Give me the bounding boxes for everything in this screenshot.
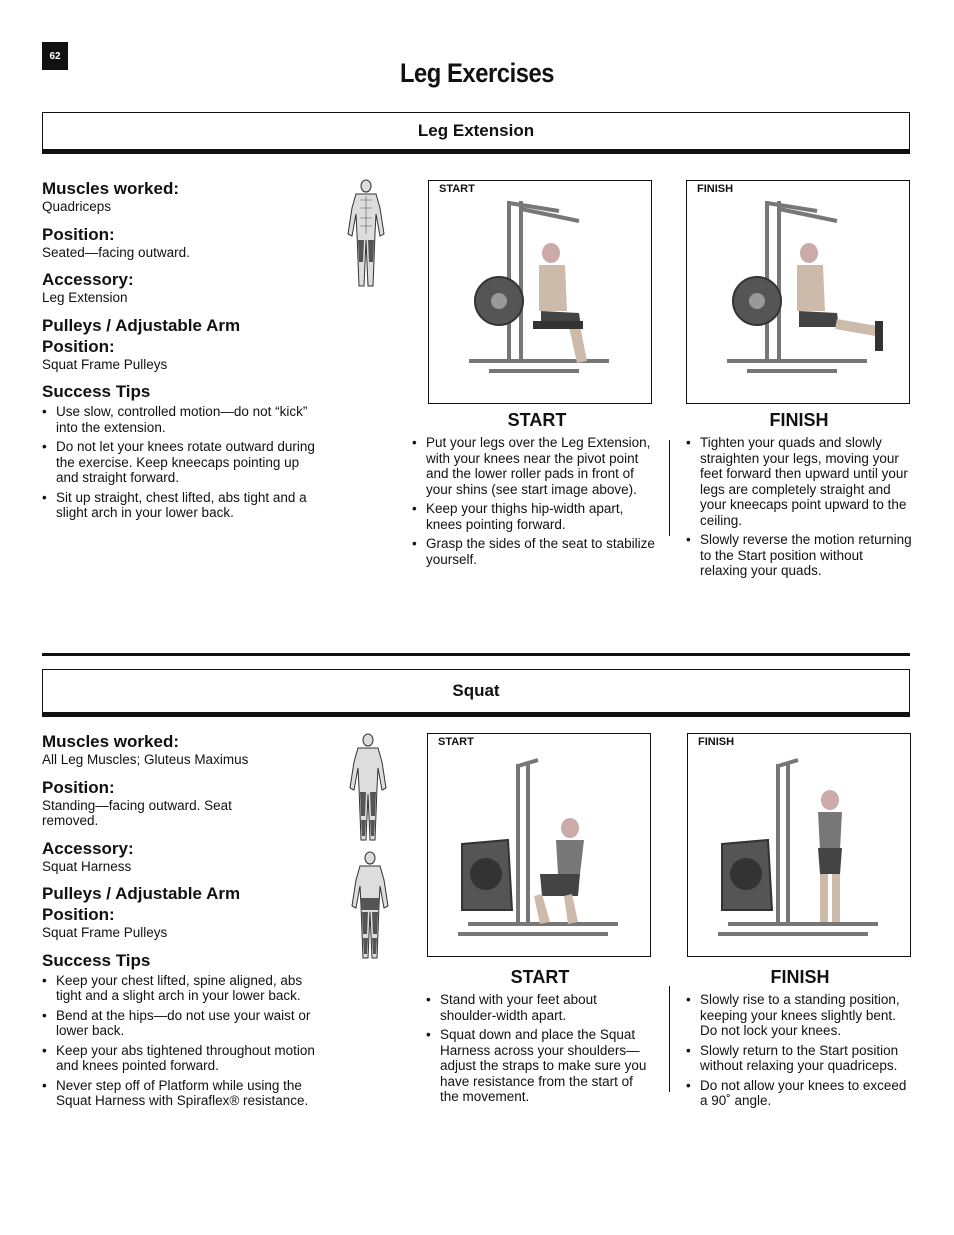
accessory-heading: Accessory:: [42, 838, 134, 858]
muscle-diagram-front-icon: [340, 732, 396, 844]
start-list: [426, 992, 654, 1105]
section-header-squat: Squat: [42, 669, 910, 717]
list-item: • Keep your abs tightened throughout motion and knees pointed forward.: [42, 1043, 317, 1074]
pulleys-heading: Pulleys / Adjustable Arm Position:: [42, 315, 241, 356]
tips-heading: Success Tips: [42, 950, 151, 970]
muscle-diagram-back-icon: [342, 850, 398, 962]
leg-extension-start-steps: [412, 410, 662, 571]
position-value: Standing—facing outward. Seat removed.: [42, 797, 232, 828]
list-item: • Do not allow your knees to exceed a 90˚ angle.: [686, 1078, 914, 1109]
list-item: • Keep your chest lifted, spine aligned, abs tight and a slight arch in your lower back.: [42, 973, 317, 1004]
list-item: • Stand with your feet about shoulder-width apart.: [426, 992, 654, 1023]
finish-heading: FINISH: [770, 967, 830, 987]
position-heading: Position:: [42, 777, 115, 797]
squat-finish-photo: [687, 733, 911, 957]
accessory-value: Squat Harness: [42, 858, 132, 874]
gym-machine-icon: [688, 734, 911, 957]
tips-list: [42, 973, 317, 1109]
list-item: • Put your legs over the Leg Extension, with your knees near the pivot point and the lower roller pads in front of your shins (see start image above).: [412, 435, 662, 497]
squat-finish-steps: [686, 967, 914, 1113]
squat-start-steps: [426, 967, 654, 1109]
position-heading: Position:: [42, 224, 115, 244]
section-header-leg-extension: Leg Extension: [42, 112, 910, 154]
muscle-diagram-front-icon: [338, 178, 394, 290]
list-item: • Slowly return to the Start position without relaxing your quadriceps.: [686, 1043, 914, 1074]
start-tag: START: [438, 736, 474, 748]
position-value: Seated—facing outward.: [42, 244, 190, 260]
list-item: • Tighten your quads and slowly straighten your legs, moving your feet forward then upward until your legs are completely straight and your kneecaps point upward to the ceiling.: [686, 435, 912, 528]
list-item: • Use slow, controlled motion—do not “kick” into the extension.: [42, 404, 317, 435]
finish-tag: FINISH: [698, 736, 735, 748]
accessory-value: Leg Extension: [42, 290, 128, 305]
finish-heading: FINISH: [769, 410, 829, 430]
tips-heading: Success Tips: [42, 382, 151, 401]
muscles-value: Quadriceps: [42, 199, 112, 214]
leg-extension-finish-steps: [686, 410, 912, 583]
muscles-heading: Muscles worked:: [42, 179, 179, 198]
gym-machine-icon: [428, 734, 651, 957]
muscles-value: All Leg Muscles; Gluteus Maximus: [42, 752, 249, 767]
muscles-heading: Muscles worked:: [42, 732, 179, 751]
accessory-heading: Accessory:: [42, 270, 134, 289]
start-heading: START: [510, 967, 570, 987]
list-item: • Grasp the sides of the seat to stabilize yourself.: [412, 536, 662, 567]
section-divider: [42, 653, 910, 656]
list-item: • Squat down and place the Squat Harness across your shoulders— adjust the straps to make sure you have resistance from the start of the movement.: [426, 1027, 654, 1105]
finish-list: [686, 992, 914, 1109]
squat-info: [42, 731, 317, 1113]
pulleys-value: Squat Frame Pulleys: [42, 356, 168, 372]
leg-extension-info: [42, 178, 317, 525]
list-item: • Never step off of Platform while using the Squat Harness with Spiraflex® resistance.: [42, 1078, 317, 1109]
start-tag: START: [439, 183, 475, 195]
divider: [669, 440, 670, 536]
finish-list: [686, 435, 912, 579]
leg-extension-start-photo: [428, 180, 652, 404]
page-number: 62: [42, 42, 68, 70]
list-item: • Slowly reverse the motion returning to the Start position without relaxing your quads.: [686, 532, 912, 579]
gym-machine-icon: [429, 181, 652, 404]
pulleys-heading: Pulleys / Adjustable Arm Position:: [42, 884, 241, 924]
list-item: • Keep your thighs hip-width apart, knees pointing forward.: [412, 501, 662, 532]
tips-list: [42, 404, 317, 521]
pulleys-value: Squat Frame Pulleys: [42, 925, 168, 940]
list-item: • Sit up straight, chest lifted, abs tight and a slight arch in your lower back.: [42, 490, 317, 521]
finish-tag: FINISH: [697, 183, 734, 195]
divider: [669, 986, 670, 1092]
list-item: • Do not let your knees rotate outward during the exercise. Keep kneecaps pointing up and straight forward.: [42, 439, 317, 486]
list-item: • Slowly rise to a standing position, keeping your knees slightly bent. Do not lock your knees.: [686, 992, 914, 1039]
start-list: [412, 435, 662, 567]
leg-extension-finish-photo: [686, 180, 910, 404]
page-title: Leg Exercises: [399, 58, 555, 88]
gym-machine-icon: [687, 181, 910, 404]
squat-start-photo: [427, 733, 651, 957]
start-heading: START: [507, 410, 567, 430]
list-item: • Bend at the hips—do not use your waist or lower back.: [42, 1008, 317, 1039]
